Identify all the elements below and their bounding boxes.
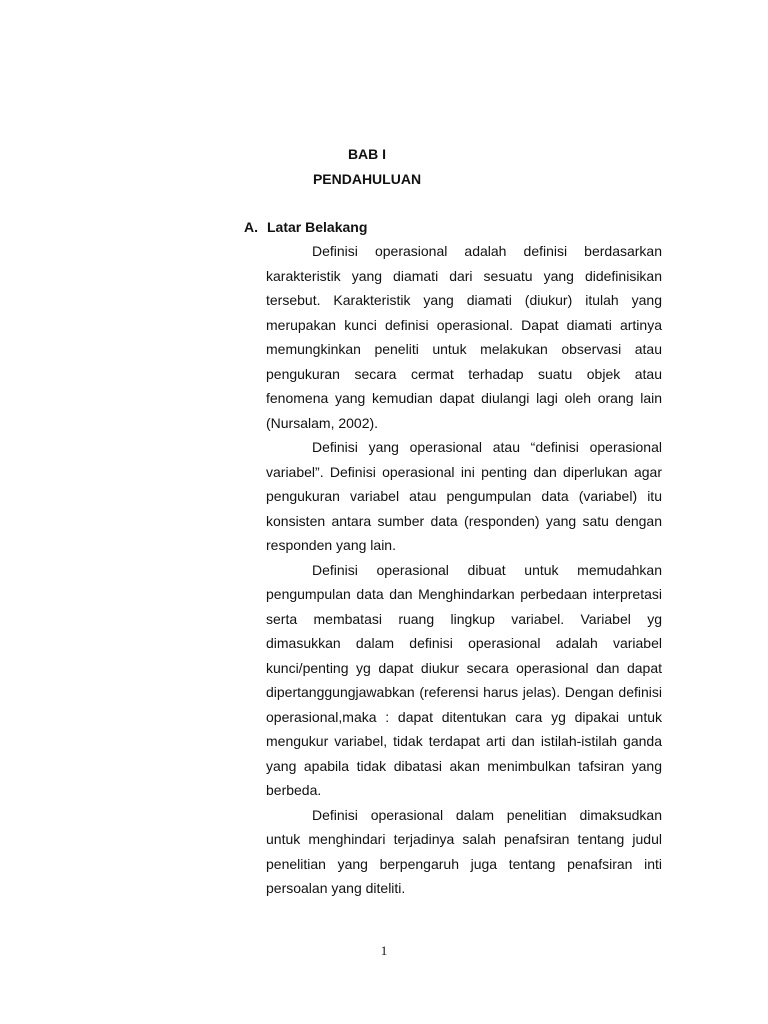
- page-number: 1: [380, 943, 388, 958]
- paragraph: Definisi yang operasional atau “definisi operasional variabel”. Definisi operasional ini penting dan diperlukan agar pengukuran variabel atau pengumpulan data (variabel) itu konsisten antara sumber data (responden) yang satu dengan responden yang lain.: [266, 439, 662, 553]
- body-text: [266, 239, 662, 901]
- paragraph: Definisi operasional dalam penelitian dimaksudkan untuk menghindari terjadinya salah penafsiran tentang judul penelitian yang berpengaruh juga tentang penafsiran inti persoalan yang diteliti.: [266, 806, 662, 896]
- section-heading: [244, 219, 367, 235]
- section-number: A.: [244, 219, 258, 235]
- section-title: Latar Belakang: [267, 219, 368, 235]
- paragraph: Definisi operasional adalah definisi berdasarkan karakteristik yang diamati dari sesuatu yang didefinisikan tersebut. Karakteristik yang diamati (diukur) itulah yang merupakan kunci definisi operasional. Dapat diamati artinya memungkinkan peneliti untuk melakukan observasi atau pengukuran secara cermat terhadap suatu objek atau fenomena yang kemudian dapat diulangi lagi oleh orang lain (Nursalam, 2002).: [266, 243, 662, 431]
- chapter-number: BAB I: [347, 146, 387, 162]
- chapter-title: PENDAHULUAN: [312, 171, 422, 187]
- paragraph: Definisi operasional dibuat untuk memudahkan pengumpulan data dan Menghindarkan perbedaan interpretasi serta membatasi ruang lingkup variabel. Variabel yg dimasukkan dalam definisi operasional adalah variabel kunci/penting yg dapat diukur secara operasional dan dapat dipertanggungjawabkan (referensi harus jelas). Dengan definisi operasional,maka : dapat ditentukan cara yg dipakai untuk mengukur variabel, tidak terdapat arti dan istilah-istilah ganda yang apabila tidak dibatasi akan menimbulkan tafsiran yang berbeda.: [266, 561, 662, 798]
